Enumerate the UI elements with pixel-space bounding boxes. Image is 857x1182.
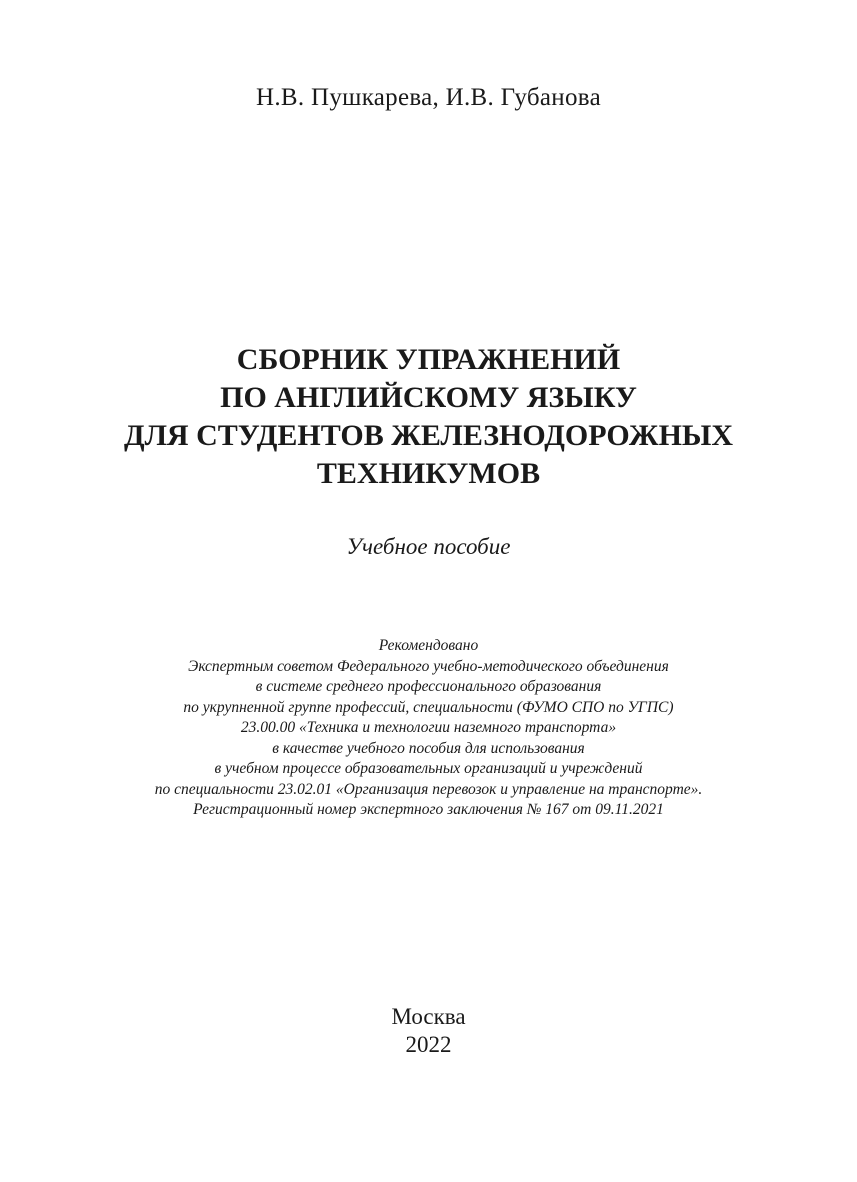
subtitle: Учебное пособие — [346, 534, 511, 559]
recommendation-line: Рекомендовано — [378, 637, 479, 654]
authors: Н.В. Пушкарева, И.В. Губанова — [256, 84, 601, 111]
recommendation-line: в учебном процессе образовательных организаций и учреждений — [214, 760, 643, 777]
recommendation-line: по специальности 23.02.01 «Организация перевозок и управление на транспорте». — [154, 780, 703, 798]
imprint-year: 2022 — [405, 1032, 452, 1057]
book-title-line: ДЛЯ СТУДЕНТОВ ЖЕЛЕЗНОДОРОЖНЫХ — [123, 419, 734, 452]
recommendation-line: в системе среднего профессионального образования — [255, 678, 602, 695]
recommendation-block — [0, 636, 857, 821]
book-title-line: ПО АНГЛИЙСКОМУ ЯЗЫКУ — [220, 381, 637, 414]
recommendation-line: в качестве учебного пособия для использования — [272, 739, 585, 757]
recommendation-line: 23.00.00 «Техника и технологии наземного транспорта» — [240, 719, 617, 736]
recommendation-line: Регистрационный номер экспертного заключения № 167 от 09.11.2021 — [193, 801, 664, 818]
imprint-city: Москва — [391, 1004, 466, 1029]
book-title-line: ТЕХНИКУМОВ — [316, 457, 541, 490]
recommendation-line: Экспертным советом Федерального учебно-методического объединения — [188, 657, 669, 675]
recommendation-line: по укрупненной группе профессий, специальности (ФУМО СПО по УГПС) — [183, 698, 674, 716]
book-title — [0, 341, 857, 493]
book-title-line: СБОРНИК УПРАЖНЕНИЙ — [236, 343, 621, 376]
